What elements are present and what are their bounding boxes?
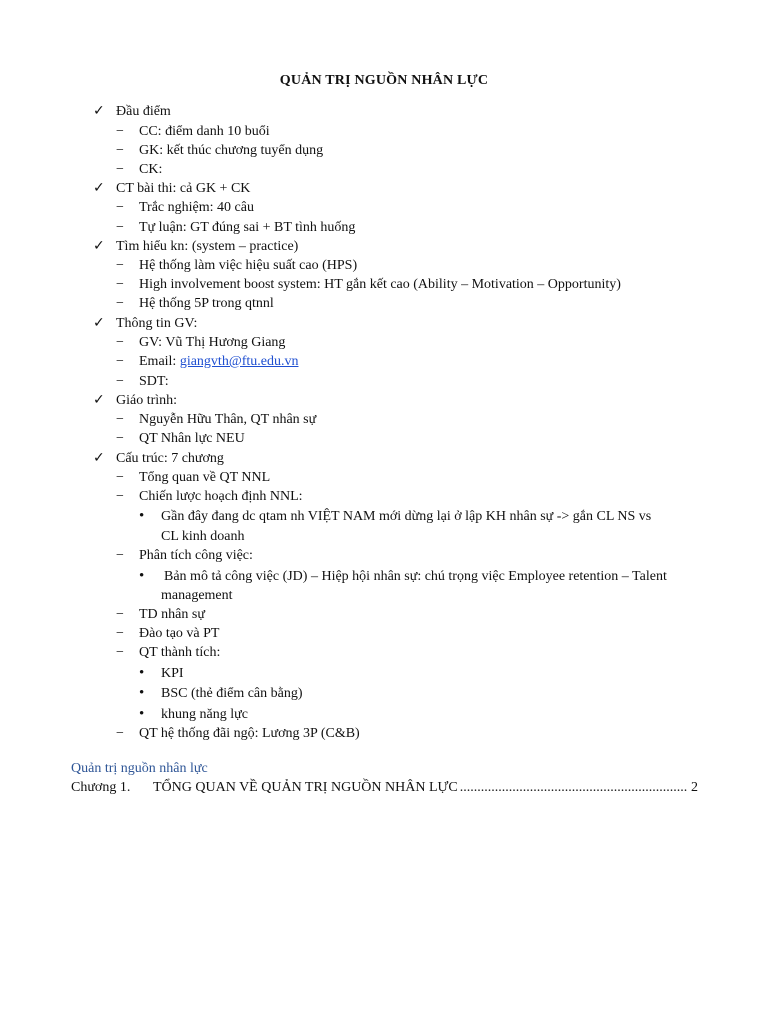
dash-icon: −	[116, 296, 124, 311]
section-heading-textbooks: Giáo trình:	[116, 393, 178, 408]
bullet-icon: •	[139, 508, 145, 524]
check-icon: ✓	[93, 392, 105, 408]
document-title: QUẢN TRỊ NGUỒN NHÂN LỰC	[279, 73, 489, 88]
dash-icon: −	[116, 162, 124, 177]
dash-icon: −	[116, 489, 124, 504]
list-item: SDT:	[139, 374, 169, 389]
dash-icon: −	[116, 374, 124, 389]
dash-icon: −	[116, 335, 124, 350]
list-item: High involvement boost system: HT gắn kết cao (Ability – Motivation – Opportunity)	[139, 277, 621, 292]
list-item: Nguyễn Hữu Thân, QT nhân sự	[139, 412, 317, 427]
list-item: CC: điểm danh 10 buổi	[139, 124, 270, 139]
sub-list-item-continuation: CL kinh doanh	[161, 529, 245, 544]
list-item: Chiến lược hoạch định NNL:	[139, 489, 303, 504]
dash-icon: −	[116, 220, 124, 235]
bullet-icon: •	[139, 685, 145, 701]
dash-icon: −	[116, 277, 124, 292]
dash-icon: −	[116, 354, 124, 369]
dash-icon: −	[116, 548, 124, 563]
dash-icon: −	[116, 143, 124, 158]
dash-icon: −	[116, 258, 124, 273]
toc-page-number: 2	[691, 780, 698, 795]
dash-icon: −	[116, 626, 124, 641]
dash-icon: −	[116, 412, 124, 427]
dash-icon: −	[116, 726, 124, 741]
section-heading-exam: CT bài thi: cả GK + CK	[116, 181, 251, 196]
section-heading-grading: Đầu điểm	[116, 104, 171, 119]
dash-icon: −	[116, 645, 124, 660]
sub-list-item: Gần đây đang dc qtam nh VIỆT NAM mới dừng lại ở lập KH nhân sự -> gắn CL NS vs	[161, 509, 652, 524]
dash-icon: −	[116, 200, 124, 215]
list-item: Phân tích công việc:	[139, 548, 253, 563]
list-item: CK:	[139, 162, 163, 177]
check-icon: ✓	[93, 238, 105, 254]
section-heading-structure: Cấu trúc: 7 chương	[116, 451, 224, 466]
toc-dot-leader	[460, 778, 687, 797]
list-item: Đào tạo và PT	[139, 626, 220, 641]
dash-icon: −	[116, 431, 124, 446]
bullet-icon: •	[139, 568, 145, 584]
bullet-icon: •	[139, 706, 145, 722]
dash-icon: −	[116, 124, 124, 139]
list-item: QT hệ thống đãi ngộ: Lương 3P (C&B)	[139, 726, 360, 741]
check-icon: ✓	[93, 180, 105, 196]
section-heading-concepts: Tìm hiểu kn: (system – practice)	[116, 239, 299, 254]
list-item: Tự luận: GT đúng sai + BT tình huống	[139, 220, 356, 235]
dash-icon: −	[116, 607, 124, 622]
email-link[interactable]: giangvth@ftu.edu.vn	[179, 354, 299, 369]
sub-list-item: Bản mô tả công việc (JD) – Hiệp hội nhân sự: chú trọng việc Employee retention – Talent	[164, 569, 667, 584]
toc-chapter-number: Chương 1.	[71, 780, 131, 795]
list-item: Trắc nghiệm: 40 câu	[139, 200, 254, 215]
list-item: TD nhân sự	[139, 607, 205, 622]
sub-list-item-continuation: management	[161, 588, 233, 603]
toc-heading: Quản trị nguồn nhân lực	[71, 761, 208, 776]
email-label: Email:	[139, 354, 180, 369]
list-item: Hệ thống làm việc hiệu suất cao (HPS)	[139, 258, 358, 273]
list-item: QT thành tích:	[139, 645, 221, 660]
email-row	[139, 352, 298, 371]
check-icon: ✓	[93, 315, 105, 331]
dash-icon: −	[116, 470, 124, 485]
section-heading-lecturer: Thông tin GV:	[116, 316, 198, 331]
list-item: Hệ thống 5P trong qtnnl	[139, 296, 274, 311]
list-item: QT Nhân lực NEU	[139, 431, 245, 446]
check-icon: ✓	[93, 103, 105, 119]
sub-list-item: BSC (thẻ điểm cân bằng)	[161, 686, 303, 701]
toc-chapter-title: TỔNG QUAN VỀ QUẢN TRỊ NGUỒN NHÂN LỰC	[153, 780, 458, 795]
sub-list-item: KPI	[161, 666, 184, 681]
sub-list-item: khung năng lực	[161, 707, 248, 722]
check-icon: ✓	[93, 450, 105, 466]
list-item: GK: kết thúc chương tuyển dụng	[139, 143, 324, 158]
bullet-icon: •	[139, 665, 145, 681]
list-item: Tổng quan về QT NNL	[139, 470, 271, 485]
toc-entry[interactable]	[71, 778, 698, 797]
list-item: GV: Vũ Thị Hương Giang	[139, 335, 286, 350]
